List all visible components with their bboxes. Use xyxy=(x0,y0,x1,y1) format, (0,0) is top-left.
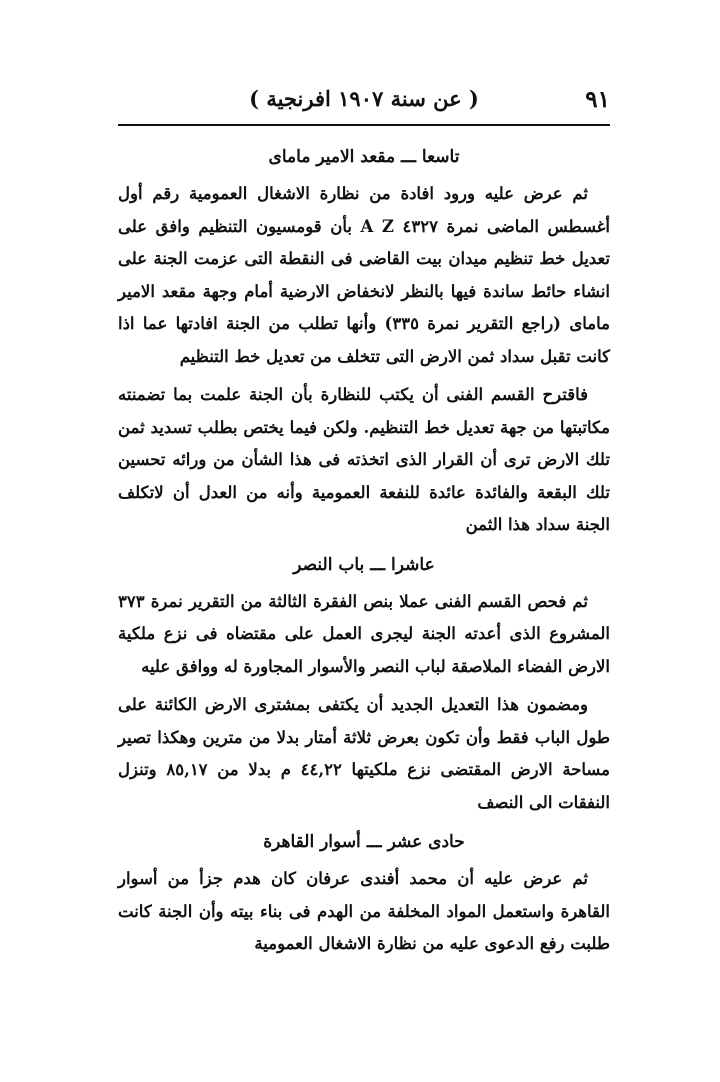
paragraph: ثم عرض عليه ورود افادة من نظارة الاشغال العمومية رقم أول أغسطس الماضى نمرة ٤٣٢٧ A Z بأن قومسيون التنظيم وافق على تعديل خط تنظيم ميدان بيت القاضى فى النقطة التى عزمت الجنة على انشاء حائط ساندة فيها بالنظر لانخفاض الارضية أمام وجهة مقعد الامير ماماى (راجع التقرير نمرة ٣٣٥) وأنها تطلب من الجنة افادتها عما اذا كانت تقبل سداد ثمن الارض التى تتخلف من تعديل خط التنظيم xyxy=(118,184,611,366)
page-number: ٩١ xyxy=(585,86,610,113)
section-ninth xyxy=(118,140,610,542)
section-heading: تاسعا ـــ مقعد الامير ماماى xyxy=(268,147,460,167)
header-divider xyxy=(118,124,610,126)
paragraph: ومضمون هذا التعديل الجديد أن يكتفى بمشترى الارض الكائنة على طول الباب فقط وأن تكون بعرض ثلاثة أمتار بدلا من مترين وهكذا تصير مساحة الارض المقتضى نزع ملكيتها ٤٤,٢٢ م بدلا من ٨٥,١٧ وتنزل النفقات الى النصف xyxy=(118,695,610,812)
running-title: ( عن سنة ١٩٠٧ افرنجية ) xyxy=(249,86,479,111)
section-eleventh xyxy=(118,825,610,961)
paragraph: فاقترح القسم الفنى أن يكتب للنظارة بأن الجنة علمت بما تضمنته مكاتبتها من جهة تعديل خط التنظيم. ولكن فيما يختص بطلب تسديد ثمن تلك الارض ترى أن القرار الذى اتخذته فى هذا الشأن من ورائه تحسين تلك البقعة والفائدة عائدة للنفعة العمومية وأنه من العدل أن لاتكلف الجنة سداد هذا الثمن xyxy=(118,385,610,534)
paragraph: ثم فحص القسم الفنى عملا بنص الفقرة الثالثة من التقرير نمرة ٣٧٣ المشروع الذى أعدته الجنة ليجرى العمل على مقتضاه فى نزع ملكية الارض الفضاء الملاصقة لباب النصر والأسوار المجاورة له ووافق عليه xyxy=(118,591,610,676)
section-tenth xyxy=(118,548,610,820)
section-heading: عاشرا ـــ باب النصر xyxy=(293,554,435,575)
paragraph: ثم عرض عليه أن محمد أفندى عرفان كان هدم جزأ من أسوار القاهرة واستعمل المواد المخلفة من الهدم فى بناء بيته وأن الجنة كانت طلبت رفع الدعوى عليه من نظارة الاشغال العمومية xyxy=(118,869,610,953)
page-body xyxy=(118,140,610,967)
section-heading: حادى عشر ـــ أسوار القاهرة xyxy=(263,832,465,852)
running-head xyxy=(118,82,610,124)
